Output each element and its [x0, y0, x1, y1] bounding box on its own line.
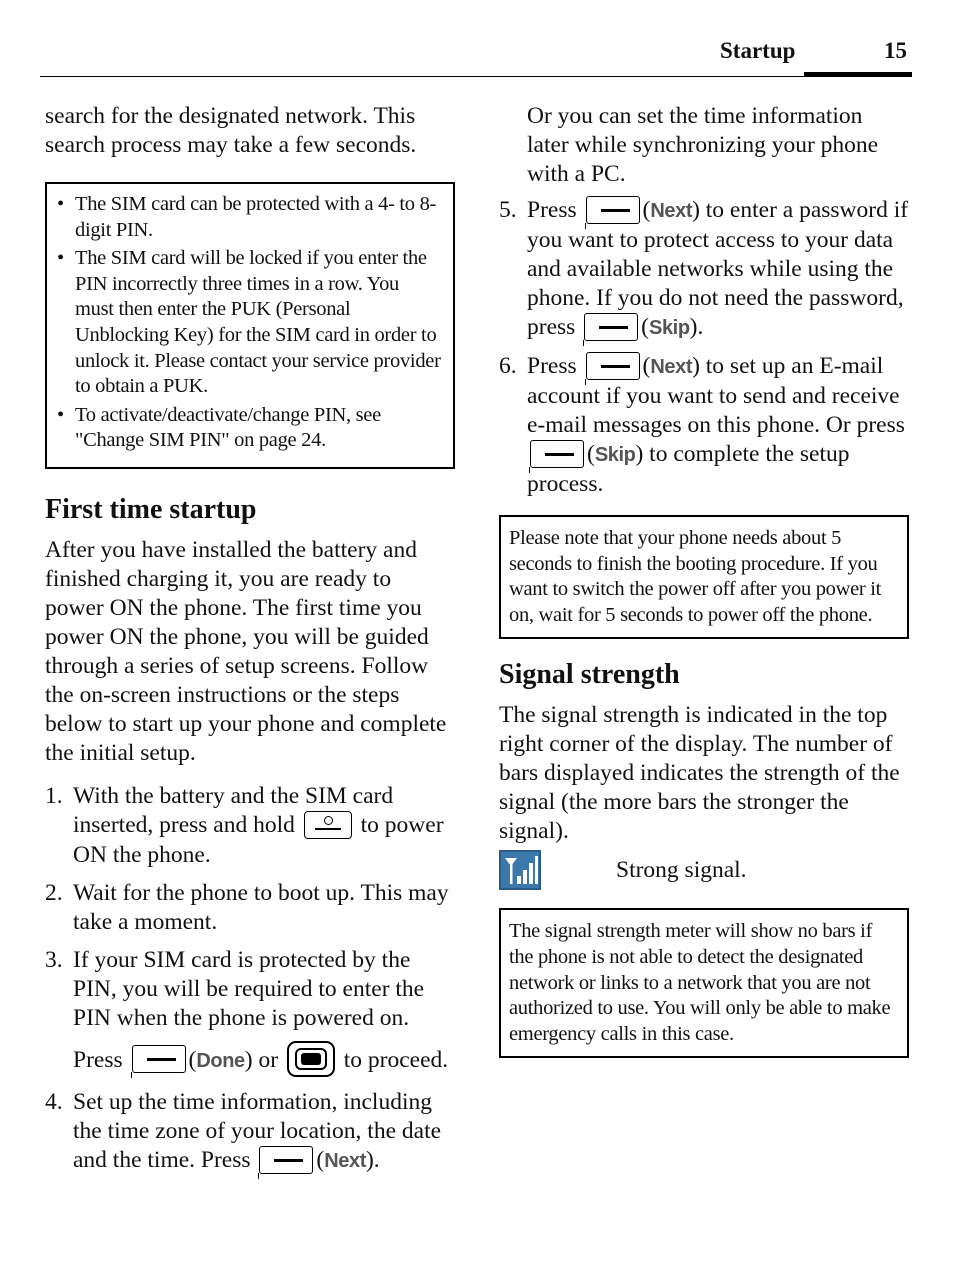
left-softkey-icon — [132, 1045, 186, 1073]
left-column — [45, 102, 455, 1185]
press-word: Press — [527, 197, 577, 223]
page-number: 15 — [884, 38, 907, 63]
signal-note-box — [499, 908, 909, 1058]
pin-note-box — [45, 182, 455, 469]
left-softkey-icon — [586, 196, 640, 224]
next-key-label: Next — [650, 356, 693, 378]
step-number: 3. — [45, 946, 63, 973]
signal-strength-icon — [499, 850, 541, 890]
step-number: 6. — [499, 353, 517, 379]
ok-key-icon — [287, 1041, 335, 1077]
step-5: 5. Press (Next) to enter a password if you want to protect access to your data and available networks while using the phone. If you do not need the password, press (Skip). — [499, 197, 909, 340]
step-text: Set up the time information, including the time zone of your location, the date and the time. Press — [73, 1089, 442, 1174]
startup-paragraph: After you have installed the battery and finished charging it, you are ready to power ON the phone. The first time you power ON the phone, you will be guided through a series of setup screens. Follow the on-screen instructions or the steps below to start up your phone and complete the initial setup. — [45, 536, 447, 766]
signal-strength-heading: Signal strength — [499, 659, 680, 691]
step-4-continuation: Or you can set the time information later while synchronizing your phone with a PC. — [527, 103, 879, 187]
step-text: to set up an E-mail account if you want to send and receive e-mail messages on this phone. Or press — [527, 353, 905, 438]
signal-example-row — [499, 856, 909, 896]
step-number: 4. — [45, 1089, 63, 1116]
next-key-label: Next — [324, 1150, 366, 1173]
left-softkey-icon — [530, 440, 584, 468]
step-2 — [45, 879, 455, 937]
step-number: 1. — [45, 782, 63, 809]
boot-note-text: Please note that your phone needs about 5 seconds to finish the booting procedure. If you want to switch the power off after you power it on, wait for 5 seconds to power off the phone. — [509, 527, 882, 626]
pin-note-item: • The SIM card can be protected with a 4- to 8-digit PIN. — [57, 192, 441, 243]
left-softkey-icon — [586, 352, 640, 380]
skip-key-label: Skip — [594, 444, 636, 466]
power-key-icon — [304, 811, 352, 839]
step-1 — [45, 782, 455, 870]
step-number: 5. — [499, 197, 517, 223]
pin-note-list — [57, 192, 441, 454]
pin-note-item: • To activate/deactivate/change PIN, see "Change SIM PIN" on page 24. — [57, 403, 441, 454]
boot-note-box — [499, 515, 909, 639]
or-word: or — [258, 1046, 279, 1073]
step-3-press: Press (Done) or to proceed. — [73, 1042, 455, 1080]
first-time-startup-heading: First time startup — [45, 493, 257, 525]
header-tab-bar — [804, 72, 912, 77]
startup-steps — [45, 782, 455, 1176]
step-6: 6. Press (Next) to set up an E-mail account if you want to send and receive e-mail messages on this phone. Or press (Skip) to complete the setup process. — [499, 353, 905, 497]
left-softkey-icon — [584, 313, 638, 341]
startup-steps-continued — [499, 196, 909, 499]
press-word: Press — [527, 353, 577, 379]
step-text: to enter a password if you want to protect access to your data and available networks while using the phone. If you do not need the password, press — [527, 197, 909, 340]
step-text: to complete the setup process. — [527, 441, 850, 497]
step-text: Wait for the phone to boot up. This may take a moment. — [73, 879, 449, 935]
step-text: With the battery and the SIM card inserted, press and hold — [73, 782, 394, 838]
press-word: Press — [73, 1046, 123, 1073]
right-column — [499, 102, 909, 1058]
step-number: 2. — [45, 879, 63, 906]
step-3 — [45, 946, 455, 1080]
signal-note-text: The signal strength meter will show no bars if the phone is not able to detect the designated network or links to a network that you are not authorized to use. You will only be able to make emergency calls in this case. — [509, 920, 891, 1045]
signal-caption: Strong signal. — [616, 857, 747, 884]
skip-key-label: Skip — [649, 317, 690, 339]
step-text: to power ON the phone. — [73, 811, 444, 868]
pin-note-item: • The SIM card will be locked if you enter the PIN incorrectly three times in a row. You must then enter the PUK (Personal Unblocking Key) for the SIM card in order to unlock it. Please contact your service provider to obtain a PUK. — [57, 246, 441, 400]
signal-paragraph: The signal strength is indicated in the top right corner of the display. The number of bars displayed indicates the strength of the signal (the more bars the stronger the signal). — [499, 702, 900, 845]
intro-paragraph: search for the designated network. This search process may take a few seconds. — [45, 103, 417, 158]
header-rule — [40, 76, 912, 77]
done-key-label: Done — [196, 1049, 245, 1072]
next-key-label: Next — [650, 200, 693, 222]
running-header-section: Startup — [720, 38, 796, 63]
step-4: 4. Set up the time information, including the time zone of your location, the date and the time. Press (Next). — [45, 1089, 442, 1174]
step-text: to proceed. — [343, 1046, 449, 1073]
left-softkey-icon — [259, 1146, 313, 1174]
step-text: If your SIM card is protected by the PIN, you will be required to enter the PIN when the phone is powered on. — [73, 946, 425, 1031]
